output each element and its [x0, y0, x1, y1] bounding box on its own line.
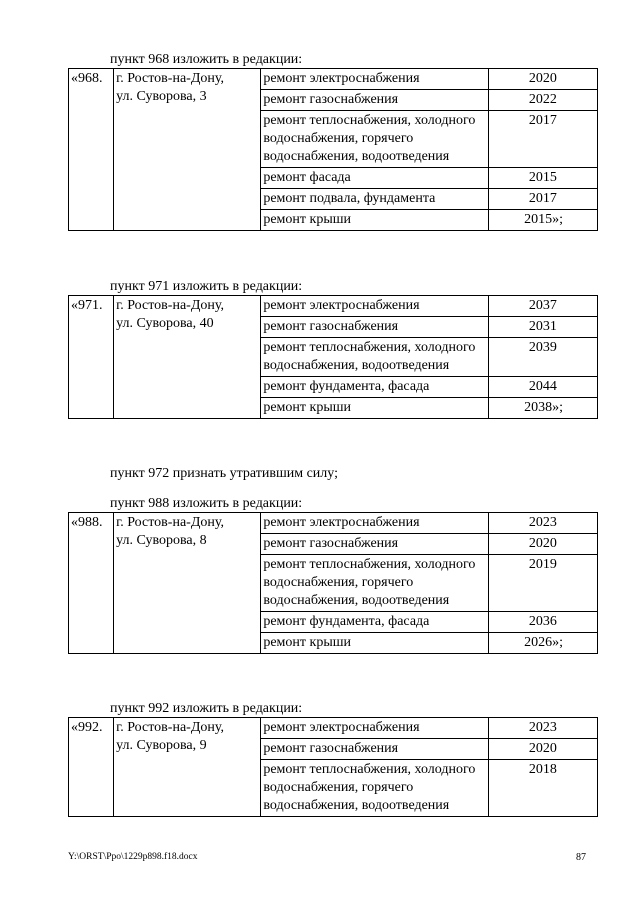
work-year: 2015 — [488, 168, 597, 189]
work-type: ремонт фундамента, фасада — [261, 612, 488, 633]
item-number: «992. — [69, 718, 114, 817]
work-type: ремонт электроснабжения — [261, 296, 488, 317]
address-cell — [114, 296, 261, 419]
work-year: 2044 — [488, 377, 597, 398]
work-year: 2023 — [488, 513, 597, 534]
work-year: 2022 — [488, 90, 597, 111]
work-year: 2023 — [488, 718, 597, 739]
work-type: ремонт крыши — [261, 633, 488, 654]
footer-file-path: Y:\ORST\Ppo\1229p898.f18.docx — [68, 852, 198, 862]
work-type: ремонт теплоснабжения, холодного водоснабжения, горячего водоснабжения, водоотведения — [261, 760, 488, 817]
work-type: ремонт подвала, фундамента — [261, 189, 488, 210]
address-city: г. Ростов-на-Дону, — [116, 71, 224, 86]
work-type: ремонт теплоснабжения, холодного водоснабжения, горячего водоснабжения, водоотведения — [261, 111, 488, 168]
item-number: «968. — [69, 69, 114, 231]
work-year: 2019 — [488, 555, 597, 612]
work-year: 2017 — [488, 111, 597, 168]
address-city: г. Ростов-на-Дону, — [116, 720, 224, 735]
address-cell — [114, 69, 261, 231]
work-type: ремонт электроснабжения — [261, 69, 488, 90]
work-type: ремонт газоснабжения — [261, 739, 488, 760]
page-number: 87 — [576, 852, 586, 863]
work-year: 2039 — [488, 338, 597, 377]
work-year: 2026»; — [488, 633, 597, 654]
work-type: ремонт крыши — [261, 398, 488, 419]
address-city: г. Ростов-на-Дону, — [116, 298, 224, 313]
table-row — [69, 296, 598, 317]
work-year: 2037 — [488, 296, 597, 317]
work-year: 2017 — [488, 189, 597, 210]
work-type: ремонт фундамента, фасада — [261, 377, 488, 398]
item-number: «971. — [69, 296, 114, 419]
address-cell — [114, 513, 261, 654]
table-992 — [68, 717, 598, 817]
section-intro-971: пункт 971 изложить в редакции: — [110, 279, 303, 294]
work-type: ремонт фасада — [261, 168, 488, 189]
work-year: 2036 — [488, 612, 597, 633]
statement-972: пункт 972 признать утратившим силу; — [110, 466, 338, 481]
work-type: ремонт газоснабжения — [261, 317, 488, 338]
work-type: ремонт газоснабжения — [261, 534, 488, 555]
work-year: 2031 — [488, 317, 597, 338]
table-971 — [68, 295, 598, 419]
section-intro-968: пункт 968 изложить в редакции: — [110, 52, 303, 67]
work-type: ремонт газоснабжения — [261, 90, 488, 111]
section-intro-992: пункт 992 изложить в редакции: — [110, 701, 303, 716]
work-type: ремонт электроснабжения — [261, 513, 488, 534]
work-year: 2020 — [488, 739, 597, 760]
work-type: ремонт электроснабжения — [261, 718, 488, 739]
address-street: ул. Суворова, 9 — [116, 738, 207, 753]
item-number: «988. — [69, 513, 114, 654]
address-street: ул. Суворова, 40 — [116, 316, 214, 331]
work-type: ремонт крыши — [261, 210, 488, 231]
table-row — [69, 513, 598, 534]
table-968 — [68, 68, 598, 231]
address-cell — [114, 718, 261, 817]
work-year: 2020 — [488, 69, 597, 90]
work-type: ремонт теплоснабжения, холодного водоснабжения, горячего водоснабжения, водоотведения — [261, 555, 488, 612]
table-988 — [68, 512, 598, 654]
work-year: 2015»; — [488, 210, 597, 231]
table-row — [69, 718, 598, 739]
table-row — [69, 69, 598, 90]
work-year: 2020 — [488, 534, 597, 555]
work-type: ремонт теплоснабжения, холодного водоснабжения, водоотведения — [261, 338, 488, 377]
section-intro-988: пункт 988 изложить в редакции: — [110, 496, 303, 511]
work-year: 2018 — [488, 760, 597, 817]
address-street: ул. Суворова, 3 — [116, 89, 207, 104]
work-year: 2038»; — [488, 398, 597, 419]
address-city: г. Ростов-на-Дону, — [116, 515, 224, 530]
address-street: ул. Суворова, 8 — [116, 533, 207, 548]
